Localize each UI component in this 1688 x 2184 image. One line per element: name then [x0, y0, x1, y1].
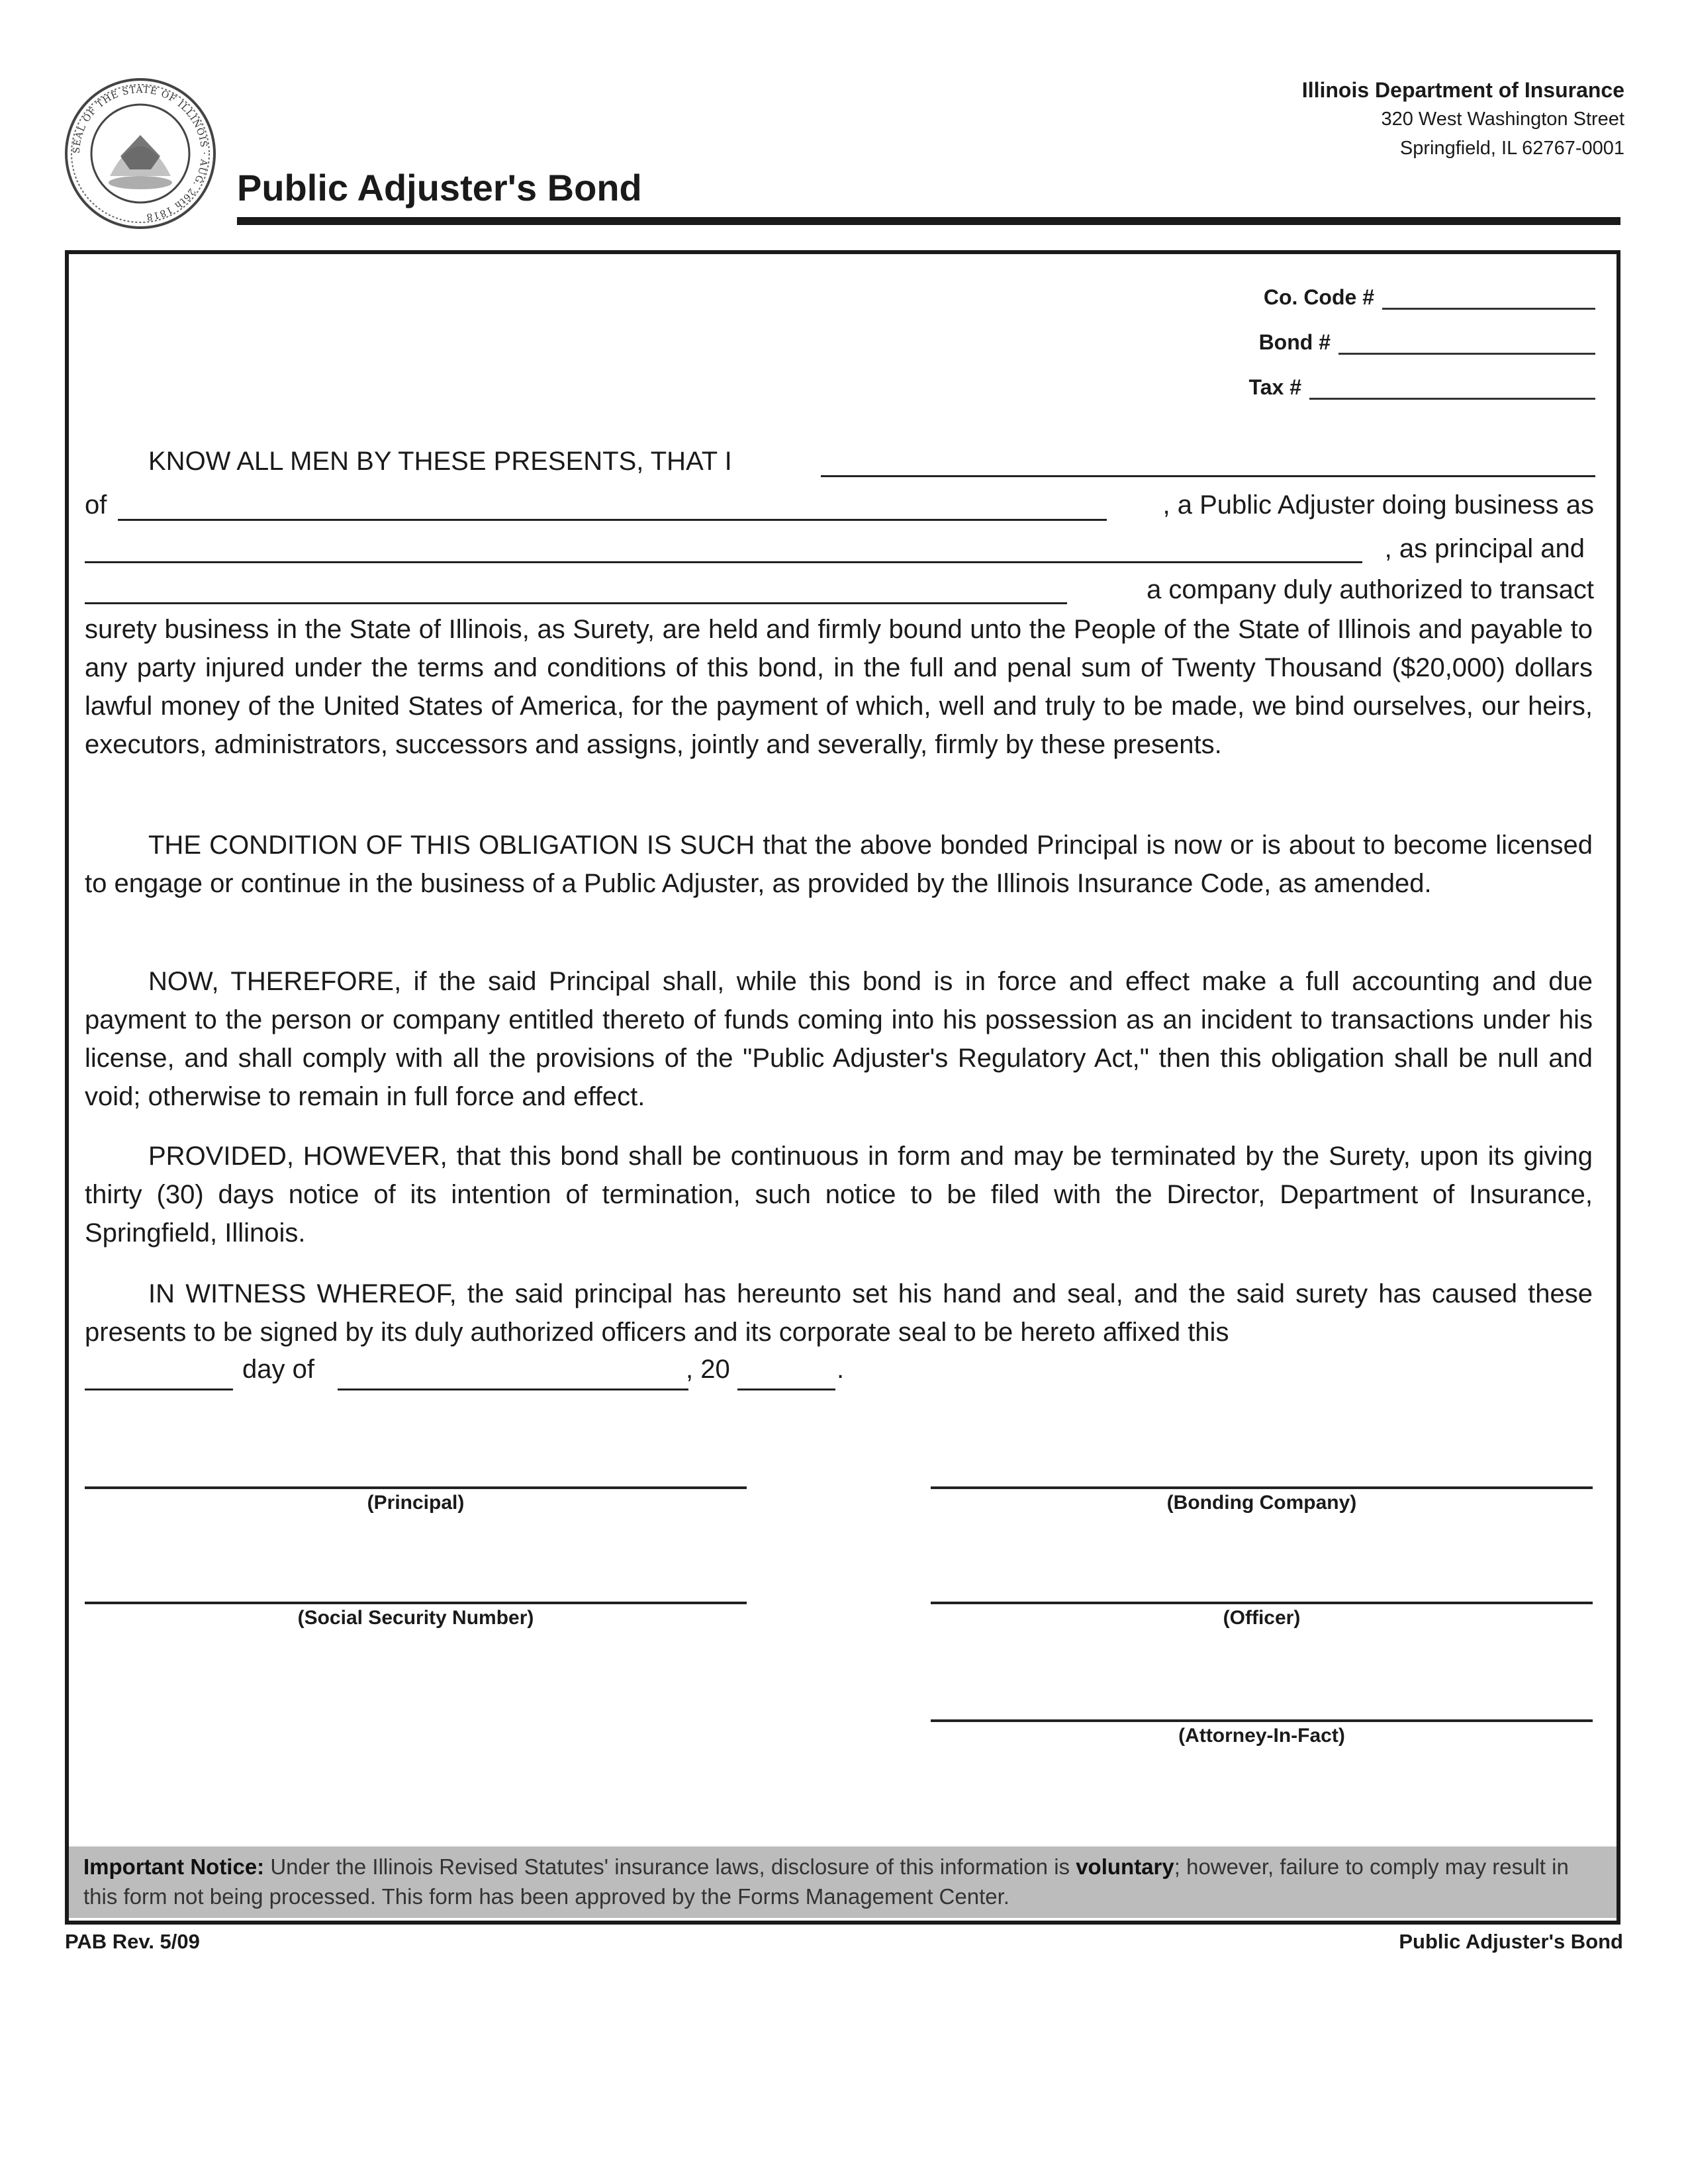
ssn-line[interactable] [85, 1602, 747, 1604]
principal-label: (Principal) [367, 1492, 465, 1514]
ssn-label: (Social Security Number) [297, 1607, 534, 1629]
svg-text:SEAL OF THE STATE OF ILLINOIS: SEAL OF THE STATE OF ILLINOIS · AUG. 26th 1818 [71, 84, 210, 222]
date-period: . [837, 1355, 845, 1384]
year-field[interactable] [737, 1388, 835, 1390]
address-line2: Springfield, IL 62767-0001 [1399, 138, 1624, 159]
notice-voluntary: voluntary [1076, 1854, 1174, 1879]
bond-number-field[interactable] [1338, 333, 1595, 355]
paragraph-witness: IN WITNESS WHEREOF, the said principal has hereunto set his hand and seal, and the said surety has caused these presents to be signed by its duly authorized officers and its corporate seal to be hereto affixed this [85, 1279, 1593, 1347]
know-all-text: KNOW ALL MEN BY THESE PRESENTS, THAT I [148, 447, 732, 476]
form-revision: PAB Rev. 5/09 [65, 1930, 200, 1953]
tax-label: Tax # [1248, 375, 1301, 399]
as-principal-text: , as principal and [1384, 534, 1585, 563]
paragraph-now-therefore: NOW, THEREFORE, if the said Principal shall, while this bond is in force and effect make a full accounting and due payment to the person or company entitled thereto of funds coming into his possession as an incident to transactions under his license, and shall comply with all the provisions of the "Public Adjuster's Regulatory Act," then this obligation shall be null and void; otherwise to remain in full force and effect. [85, 967, 1593, 1111]
bonding-company-signature-line[interactable] [931, 1486, 1593, 1489]
tax-number-field[interactable] [1309, 378, 1595, 400]
bond-label: Bond # [1258, 330, 1331, 354]
of-text: of [85, 490, 107, 520]
officer-label: (Officer) [1223, 1607, 1301, 1629]
address-field[interactable] [118, 519, 1107, 521]
company-authorized-text: a company duly authorized to transact [1147, 575, 1594, 604]
bonding-company-label: (Bonding Company) [1166, 1492, 1357, 1514]
codes-block [1249, 265, 1595, 400]
tax-row [1249, 355, 1595, 400]
officer-signature-line[interactable] [931, 1602, 1593, 1604]
notice-text-2: ; however, failure to comply may result in this form not being processed. This form has been approved by the Forms Management Center. [83, 1854, 1569, 1909]
paragraph-provided: PROVIDED, HOWEVER, that this bond shall be continuous in form and may be terminated by the Surety, upon its giving thirty (30) days notice of its intention of termination, such notice to be filed with the Director, Department of Insurance, Springfield, Illinois. [85, 1142, 1593, 1248]
day-of-text: day of [242, 1355, 314, 1384]
attorney-label: (Attorney-In-Fact) [1178, 1725, 1345, 1747]
notice-text-1: Under the Illinois Revised Statutes' insurance laws, disclosure of this information is [264, 1854, 1076, 1879]
agency-block [1302, 75, 1624, 163]
page-title: Public Adjuster's Bond [237, 167, 642, 208]
business-name-field[interactable] [85, 561, 1362, 563]
co-code-row [1249, 265, 1595, 310]
principal-signature-line[interactable] [85, 1486, 747, 1489]
paragraph-bond-terms: surety business in the State of Illinois, as Surety, are held and firmly bound unto the People of the State of Illinois and payable to any party injured under the terms and conditions of this bond, in the full and penal sum of Twenty Thousand ($20,000) dollars lawful money of the United States of America, for the payment of which, well and truly to be made, we bind ourselves, our heirs, executors, administrators, successors and assigns, jointly and severally, firmly by these presents. [85, 615, 1593, 759]
year-prefix-text: , 20 [686, 1355, 730, 1384]
title-divider [237, 217, 1620, 225]
notice-label: Important Notice: [83, 1854, 265, 1879]
important-notice [69, 1846, 1617, 1918]
state-seal [64, 77, 217, 230]
doing-business-text: , a Public Adjuster doing business as [1162, 490, 1594, 520]
paragraph-condition: THE CONDITION OF THIS OBLIGATION IS SUCH that the above bonded Principal is now or is about to become licensed to engage or continue in the business of a Public Adjuster, as provided by the Illinois Insurance Code, as amended. [85, 831, 1593, 898]
attorney-signature-line[interactable] [931, 1719, 1593, 1722]
address-line1: 320 West Washington Street [1381, 109, 1624, 130]
agency-name: Illinois Department of Insurance [1301, 78, 1624, 102]
day-field[interactable] [85, 1388, 233, 1390]
bond-row [1249, 310, 1595, 355]
month-field[interactable] [338, 1388, 688, 1390]
footer-title: Public Adjuster's Bond [1399, 1930, 1623, 1953]
co-code-label: Co. Code # [1263, 285, 1374, 309]
principal-name-field[interactable] [821, 475, 1595, 477]
surety-company-field[interactable] [85, 602, 1067, 604]
co-code-field[interactable] [1382, 288, 1595, 310]
